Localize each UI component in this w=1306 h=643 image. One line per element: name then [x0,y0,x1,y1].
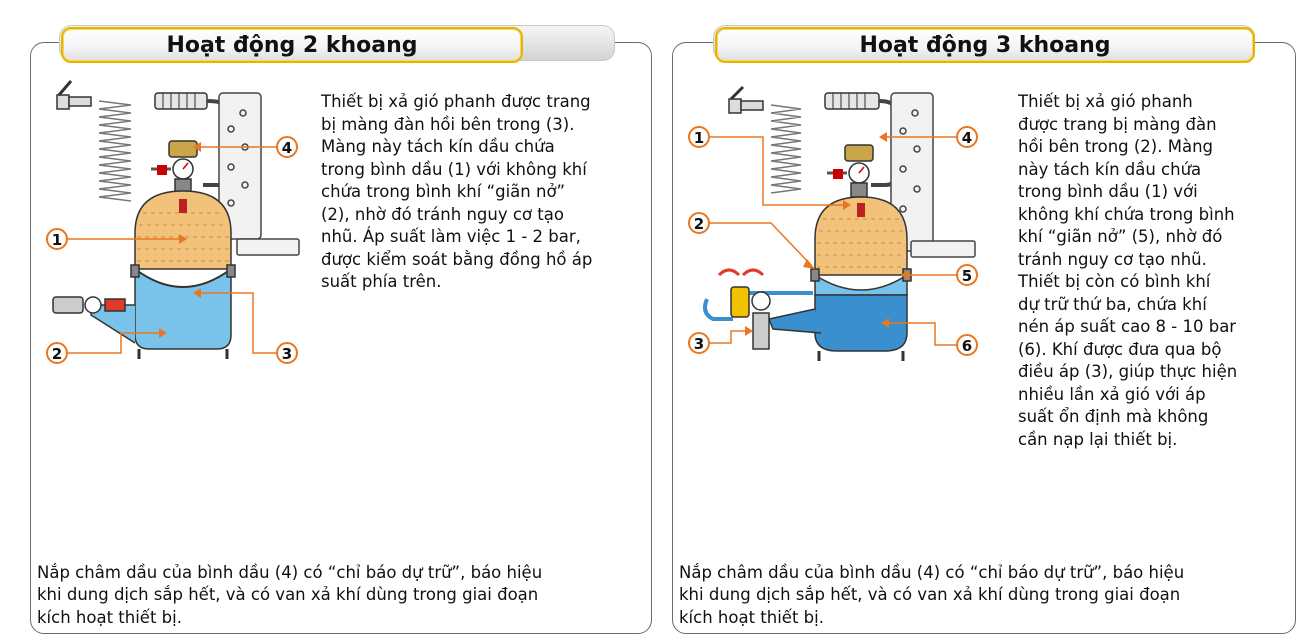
svg-text:4: 4 [281,139,293,157]
callout-4 [957,127,977,147]
two-chamber-diagram [31,43,321,383]
oil-chamber [135,191,231,269]
bleed-nozzle [57,81,91,109]
callout-2 [47,343,67,363]
callout-1 [689,127,709,147]
bleed-nozzle [729,87,763,113]
callout-4 [277,137,297,157]
callout-3 [689,333,709,353]
svg-text:5: 5 [961,267,973,285]
panel-title: Hoạt động 3 khoang [715,27,1255,63]
panel-note: Nắp châm dầu của bình dầu (4) có “chỉ báo dự trữ”, báo hiệu khi dung dịch sắp hết, và có van xả khí dùng trong giai đoạn kích hoạt thiết bị. [679,562,1185,627]
svg-text:2: 2 [693,215,705,233]
svg-text:6: 6 [961,337,973,355]
pressure-regulator [705,270,813,349]
side-valve [53,297,125,313]
coil-hose [99,101,131,201]
oil-chamber [815,197,907,275]
panel-description: Thiết bị xả gió phanh được trang bị màng đàn hồi bên trong (2). Màng này tách kín dầu chứa trong bình dầu (1) với không khí chứa trong bình khí “giãn nở” (5), nhờ đó tránh nguy cơ tạo nhũ. Thiết bị còn có bình khí dự trữ thứ ba, chứa khí nén áp suất cao 8 - 10 bar (6). Khí được đưa qua bộ điều áp (3), giúp thực hiện nhiều lần xả gió với áp suất ổn định mà không cần nạp lại thiết bị. [1018,92,1238,449]
three-chamber-diagram [673,43,1013,383]
svg-text:1: 1 [693,129,705,147]
svg-text:4: 4 [961,129,973,147]
svg-text:1: 1 [51,231,63,249]
panel-note: Nắp châm dầu của bình dầu (4) có “chỉ báo dự trữ”, báo hiệu khi dung dịch sắp hết, và có van xả khí dùng trong giai đoạn kích hoạt thiết bị. [37,562,543,627]
svg-text:2: 2 [51,345,63,363]
coil-hose [771,105,801,193]
callout-3 [277,343,297,363]
stand [139,349,227,359]
panel-two-chamber [30,32,652,634]
panel-description: Thiết bị xả gió phanh được trang bị màng đàn hồi bên trong (3). Màng này tách kín dầu chứa trong bình dầu (1) với không khí chứa trong bình khí “giãn nở” (2), nhờ đó tránh nguy cơ tạo nhũ. Áp suất làm việc 1 - 2 bar, được kiểm soát bằng đồng hồ áp suất phía trên. [321,92,593,291]
callout-2 [689,213,709,233]
pressure-gauge [151,141,197,193]
panel-three-chamber [672,32,1296,634]
panel-title: Hoạt động 2 khoang [61,27,523,63]
callout-6 [957,335,977,355]
pressure-gauge [827,145,873,197]
stand [819,351,903,361]
svg-text:3: 3 [281,345,293,363]
callout-5 [957,265,977,285]
svg-text:3: 3 [693,335,705,353]
callout-1 [47,229,67,249]
